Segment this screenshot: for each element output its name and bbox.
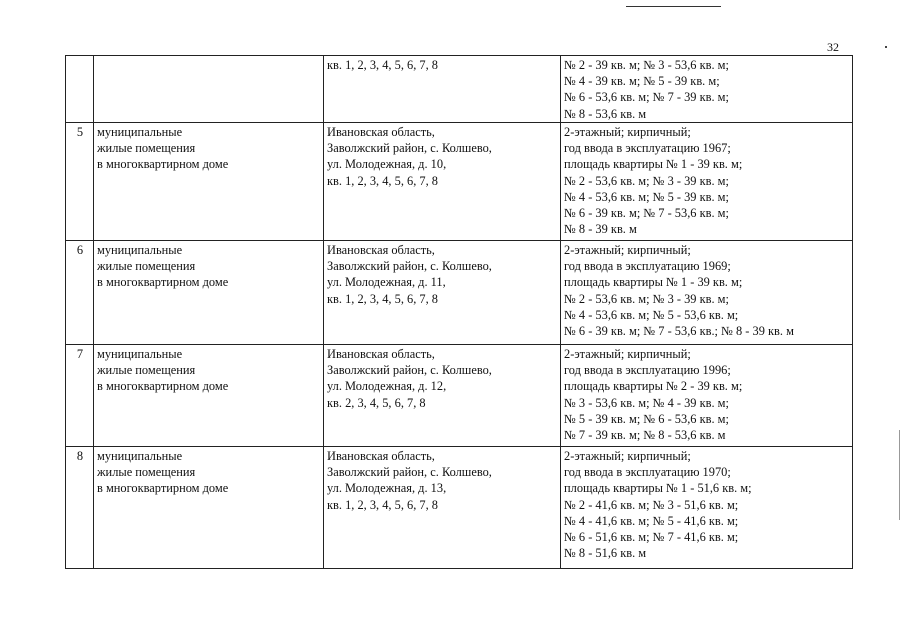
property-type-line: муниципальные: [97, 125, 183, 139]
description-line: 2-этажный; кирпичный;: [564, 347, 691, 361]
address-line: Заволжский район, с. Колшево,: [327, 141, 492, 156]
description-cell: [561, 123, 853, 241]
property-type-line: жилые помещения: [97, 141, 196, 156]
property-type-line: муниципальные: [97, 449, 183, 463]
address-line: Заволжский район, с. Колшево,: [327, 259, 492, 274]
property-type-line: в многоквартирном доме: [97, 157, 229, 172]
description-line: площадь квартиры № 1 - 39 кв. м;: [564, 157, 743, 172]
description-line: № 4 - 53,6 кв. м; № 5 - 53,6 кв. м;: [564, 307, 739, 322]
description-line: № 5 - 39 кв. м; № 6 - 53,6 кв. м;: [564, 411, 729, 426]
description-line: площадь квартиры № 2 - 39 кв. м;: [564, 379, 743, 394]
address-line: Ивановская область,: [327, 243, 435, 257]
description-line: № 8 - 51,6 кв. м: [564, 546, 647, 561]
property-type-line: в многоквартирном доме: [97, 481, 229, 496]
table-row: [66, 345, 853, 447]
description-line: № 4 - 41,6 кв. м; № 5 - 41,6 кв. м;: [564, 513, 739, 528]
property-type-line: в многоквартирном доме: [97, 275, 229, 290]
description-line: № 8 - 39 кв. м: [564, 222, 637, 237]
description-line: № 6 - 53,6 кв. м; № 7 - 39 кв. м;: [564, 90, 729, 105]
description-line: № 4 - 53,6 кв. м; № 5 - 39 кв. м;: [564, 189, 729, 204]
scan-speck: [885, 46, 887, 48]
row-number: [66, 56, 94, 123]
address-line: Заволжский район, с. Колшево,: [327, 363, 492, 378]
property-type-line: в многоквартирном доме: [97, 379, 229, 394]
address-cell: [324, 56, 561, 123]
address-cell: [324, 447, 561, 569]
description-line: 2-этажный; кирпичный;: [564, 449, 691, 463]
row-number: 8: [66, 447, 94, 569]
address-cell: [324, 123, 561, 241]
description-line: № 7 - 39 кв. м; № 8 - 53,6 кв. м: [564, 428, 726, 443]
property-type-line: жилые помещения: [97, 363, 196, 378]
description-line: № 2 - 53,6 кв. м; № 3 - 39 кв. м;: [564, 173, 729, 188]
address-line: Заволжский район, с. Колшево,: [327, 465, 492, 480]
address-line: Ивановская область,: [327, 347, 435, 361]
address-line: кв. 1, 2, 3, 4, 5, 6, 7, 8: [327, 58, 438, 72]
property-type-cell: [94, 447, 324, 569]
address-line: кв. 1, 2, 3, 4, 5, 6, 7, 8: [327, 173, 438, 188]
table-row: [66, 447, 853, 569]
property-table: [65, 55, 853, 569]
description-line: год ввода в эксплуатацию 1996;: [564, 363, 731, 378]
description-cell: [561, 56, 853, 123]
description-line: № 6 - 39 кв. м; № 7 - 53,6 кв.; № 8 - 39 кв. м: [564, 324, 794, 339]
description-line: год ввода в эксплуатацию 1969;: [564, 259, 731, 274]
table-row: [66, 56, 853, 123]
address-line: кв. 1, 2, 3, 4, 5, 6, 7, 8: [327, 291, 438, 306]
description-line: № 2 - 41,6 кв. м; № 3 - 51,6 кв. м;: [564, 497, 739, 512]
address-line: ул. Молодежная, д. 10,: [327, 157, 447, 172]
property-type-cell: [94, 56, 324, 123]
property-type-cell: [94, 123, 324, 241]
address-line: ул. Молодежная, д. 11,: [327, 275, 446, 290]
address-line: Ивановская область,: [327, 449, 435, 463]
address-line: Ивановская область,: [327, 125, 435, 139]
description-line: № 2 - 39 кв. м; № 3 - 53,6 кв. м;: [564, 58, 729, 72]
property-type-line: жилые помещения: [97, 259, 196, 274]
top-rule: [626, 6, 721, 7]
address-line: ул. Молодежная, д. 12,: [327, 379, 447, 394]
description-cell: [561, 241, 853, 345]
description-line: 2-этажный; кирпичный;: [564, 125, 691, 139]
row-number: 5: [66, 123, 94, 241]
address-cell: [324, 241, 561, 345]
property-type-line: муниципальные: [97, 347, 183, 361]
property-type-line: жилые помещения: [97, 465, 196, 480]
row-number: 6: [66, 241, 94, 345]
description-line: № 6 - 39 кв. м; № 7 - 53,6 кв. м;: [564, 206, 729, 221]
description-line: № 6 - 51,6 кв. м; № 7 - 41,6 кв. м;: [564, 530, 739, 545]
address-line: кв. 1, 2, 3, 4, 5, 6, 7, 8: [327, 497, 438, 512]
description-line: № 8 - 53,6 кв. м: [564, 106, 647, 121]
description-line: год ввода в эксплуатацию 1970;: [564, 465, 731, 480]
description-cell: [561, 447, 853, 569]
table-row: [66, 123, 853, 241]
address-cell: [324, 345, 561, 447]
description-line: № 2 - 53,6 кв. м; № 3 - 39 кв. м;: [564, 291, 729, 306]
description-cell: [561, 345, 853, 447]
description-line: 2-этажный; кирпичный;: [564, 243, 691, 257]
address-line: кв. 2, 3, 4, 5, 6, 7, 8: [327, 395, 426, 410]
table-row: [66, 241, 853, 345]
description-line: № 4 - 39 кв. м; № 5 - 39 кв. м;: [564, 74, 720, 89]
page-number: 32: [827, 40, 839, 54]
property-type-cell: [94, 345, 324, 447]
scan-edge: [899, 430, 900, 520]
description-line: площадь квартиры № 1 - 39 кв. м;: [564, 275, 743, 290]
property-type-cell: [94, 241, 324, 345]
row-number: 7: [66, 345, 94, 447]
description-line: площадь квартиры № 1 - 51,6 кв. м;: [564, 481, 752, 496]
address-line: ул. Молодежная, д. 13,: [327, 481, 447, 496]
description-line: № 3 - 53,6 кв. м; № 4 - 39 кв. м;: [564, 395, 729, 410]
description-line: год ввода в эксплуатацию 1967;: [564, 141, 731, 156]
property-type-line: муниципальные: [97, 243, 183, 257]
